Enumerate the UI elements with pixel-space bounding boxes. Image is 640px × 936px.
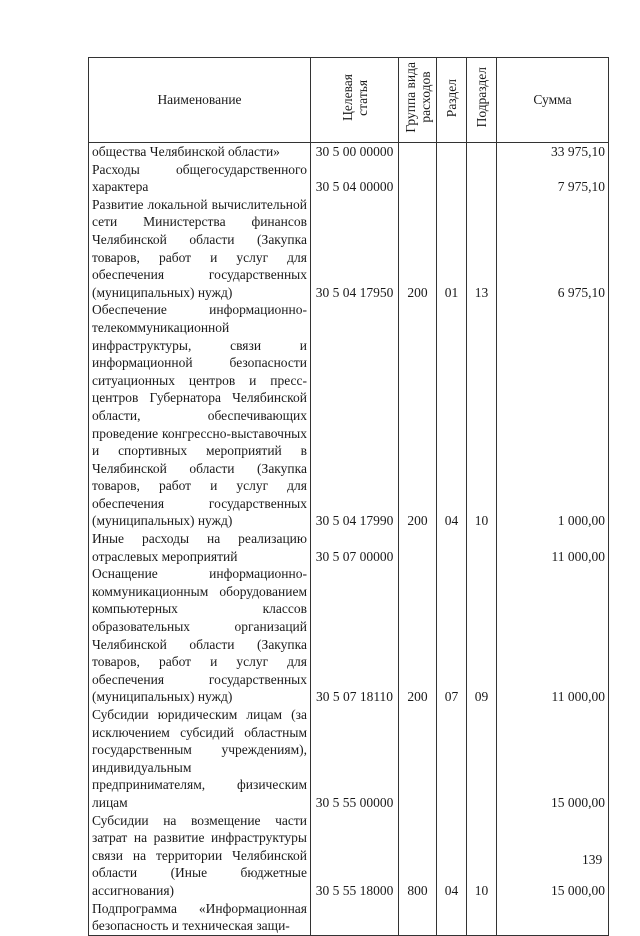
row-section <box>437 161 467 196</box>
row-section: 04 <box>437 812 467 900</box>
header-section: Раздел <box>437 58 467 143</box>
row-target: 30 5 55 18000 <box>311 812 399 900</box>
page-number: 139 <box>582 852 603 867</box>
row-section <box>437 706 467 812</box>
table-row <box>89 301 609 530</box>
row-group <box>399 143 437 161</box>
row-target: 30 5 07 00000 <box>311 530 399 565</box>
table-row <box>89 565 609 706</box>
row-subsection <box>467 143 497 161</box>
table-row <box>89 161 609 196</box>
header-name: Наименование <box>89 58 311 143</box>
row-sum: 15 000,00 <box>497 706 609 812</box>
row-subsection: 10 <box>467 812 497 900</box>
row-sum: 6 975,10 <box>497 196 609 302</box>
row-section: 01 <box>437 196 467 302</box>
row-name: Расходы общегосударственного характера <box>89 161 311 196</box>
table-row <box>89 143 609 161</box>
row-sum: 1 000,00 <box>497 301 609 530</box>
row-subsection: 13 <box>467 196 497 302</box>
header-subsection: Подраздел <box>467 58 497 143</box>
row-sum: 15 000,00 <box>497 812 609 900</box>
table-header-row <box>89 58 609 143</box>
row-section <box>437 143 467 161</box>
row-subsection <box>467 530 497 565</box>
header-sum: Сумма <box>497 58 609 143</box>
row-section: 04 <box>437 301 467 530</box>
budget-table <box>88 57 609 936</box>
row-name: Иные расходы на реализацию отраслевых мероприятий <box>89 530 311 565</box>
row-sum: 33 975,10 <box>497 143 609 161</box>
row-subsection <box>467 706 497 812</box>
row-target: 30 5 55 00000 <box>311 706 399 812</box>
row-sum: 11 000,00 <box>497 565 609 706</box>
row-group: 200 <box>399 196 437 302</box>
row-name: Субсидии юридическим лицам (за исключением субсидий областным государственным учреждениям), индивидуальным предпринимателям, физическим лицам <box>89 706 311 812</box>
row-group: 200 <box>399 301 437 530</box>
row-section: 07 <box>437 565 467 706</box>
row-subsection: 09 <box>467 565 497 706</box>
row-target: 30 5 00 00000 <box>311 143 399 161</box>
row-subsection <box>467 161 497 196</box>
table-row <box>89 706 609 812</box>
header-target: Целевая статья <box>311 58 399 143</box>
row-name: Подпрограмма «Информационная безопасность и техническая защи- <box>89 900 311 936</box>
row-name: общества Челябинской области» <box>89 143 311 161</box>
row-group <box>399 530 437 565</box>
row-name: Субсидии на возмещение части затрат на развитие инфраструктуры связи на территории Челябинской области (Иные бюджетные ассигнования) <box>89 812 311 900</box>
table-row <box>89 812 609 900</box>
row-section <box>437 530 467 565</box>
row-name: Развитие локальной вычислительной сети Министерства финансов Челябинской области (Закупка товаров, работ и услуг для обеспечения государственных (муниципальных) нужд) <box>89 196 311 302</box>
table-row <box>89 196 609 302</box>
row-sum: 7 975,10 <box>497 161 609 196</box>
row-group <box>399 706 437 812</box>
row-target: 30 5 07 18110 <box>311 565 399 706</box>
row-target: 30 5 04 17950 <box>311 196 399 302</box>
row-group: 800 <box>399 812 437 900</box>
row-name: Обеспечение информационно-телекоммуникационной инфраструктуры, связи и информационной безопасности ситуационных центров и пресс-центров Губернатора Челябинской области, обеспечивающих проведение конгрессно-выставочных и спортивных мероприятий в Челябинской области (Закупка товаров, работ и услуг для обеспечения государственных (муниципальных) нужд) <box>89 301 311 530</box>
row-target: 30 5 04 00000 <box>311 161 399 196</box>
row-sum: 11 000,00 <box>497 530 609 565</box>
row-group <box>399 161 437 196</box>
row-subsection: 10 <box>467 301 497 530</box>
header-group: Группа вида расходов <box>399 58 437 143</box>
row-target: 30 5 04 17990 <box>311 301 399 530</box>
row-group: 200 <box>399 565 437 706</box>
table-row <box>89 530 609 565</box>
row-name: Оснащение информационно-коммуникационным оборудованием компьютерных классов образовательных организаций Челябинской области (Закупка товаров, работ и услуг для обеспечения государственных (муниципальных) нужд) <box>89 565 311 706</box>
